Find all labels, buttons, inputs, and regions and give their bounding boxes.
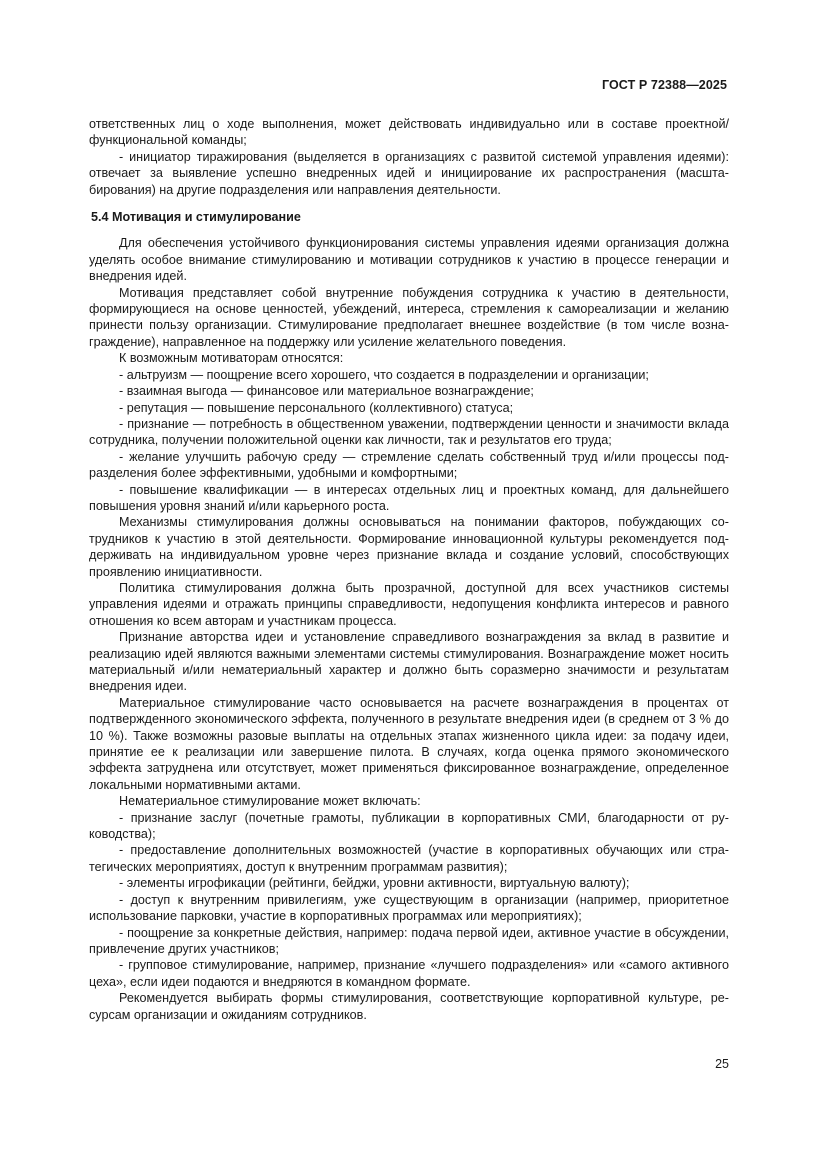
list-item: - репутация — повышение персонального (коллективного) статуса; bbox=[119, 400, 514, 415]
paragraph: Нематериальное стимулирование может включать: bbox=[119, 794, 421, 809]
document-body bbox=[89, 116, 729, 1023]
paragraph: К возможным мотиваторам относятся: bbox=[119, 351, 344, 366]
page-number: 25 bbox=[715, 1057, 729, 1071]
list-item: - желание улучшить рабочую среду — стремление сделать собственный труд и/или процессы подразделения более эффективными, удобными и комфортными; bbox=[89, 449, 729, 481]
paragraph: Для обеспечения устойчивого функционирования системы управления идеями организация должна уделять особое внимание стимулированию и мотивации сотрудников к участию в процессе генерации и внедрения идей. bbox=[89, 236, 729, 284]
paragraph: Материальное стимулирование часто основывается на расчете вознаграждения в процентах от подтвержденного экономического эффекта, полученного в результате внедрения идеи (в среднем от 3 % до 10 %). Также возможны разовые выплаты на отдельных этапах жизненного цикла идеи: за подачу идеи, принятие ее к реализации или завершение пилота. В случаях, когда оценка прямого экономического эффекта затруднена или отсутствует, может применяться фиксированное вознаграждение, определенное локальными нормативными актами. bbox=[89, 695, 729, 792]
paragraph: Признание авторства идеи и установление справедливого вознаграждения за вклад в развитие и реализацию идей являются важными элементами системы стимулирования. Вознаграждение может носить материальный и/или нематериальный характер и должно быть соразмерно значимости и результатам внедрения идеи. bbox=[89, 630, 729, 694]
list-item: - доступ к внутренним привилегиям, уже существующим в организации (например, приоритетное использование парковки, участие в корпоративных программах или мероприятиях); bbox=[89, 892, 729, 924]
list-item: - поощрение за конкретные действия, например: подача первой идеи, активное участие в обсуждении, привлечение других участников; bbox=[89, 925, 729, 956]
list-item: - инициатор тиражирования (выделяется в организациях с развитой системой управления идеями): отвечает за выявление успешно внедренных идей и инициирование их распространения (масштабирования) на другие подразделения или направления деятельности. bbox=[89, 149, 729, 197]
list-item: - признание — потребность в общественном уважении, подтверждении ценности и значимости вклада сотрудника, получении положительной оценки как личности, так и результатов его труда; bbox=[89, 416, 729, 448]
list-item: - групповое стимулирование, например, признание «лучшего подразделения» или «самого активного цеха», если идеи подаются и внедряются в командном формате. bbox=[89, 958, 729, 989]
paragraph: Механизмы стимулирования должны основываться на понимании факторов, побуждающих сотрудников к участию в этой деятельности. Формирование инновационной культуры рекомендуется поддерживать на индивидуальном уровне через признание вклада и создание условий, способствующих проявлению инициативности. bbox=[89, 515, 729, 579]
list-item: - признание заслуг (почетные грамоты, публикации в корпоративных СМИ, благодарности от руководства); bbox=[89, 810, 729, 842]
paragraph: Политика стимулирования должна быть прозрачной, доступной для всех участников системы управления идеями и отражать принципы справедливости, недопущения конфликта интересов и равного отношения ко всем авторам и участникам процесса. bbox=[89, 580, 729, 628]
list-item: - взаимная выгода — финансовое или материальное вознаграждение; bbox=[119, 384, 534, 399]
section-title: 5.4 Мотивация и стимулирование bbox=[91, 210, 301, 225]
document-code-header: ГОСТ Р 72388—2025 bbox=[601, 78, 727, 92]
paragraph: Мотивация представляет собой внутренние побуждения сотрудника к участию в деятельности, формирующиеся на основе ценностей, убеждений, интереса, стремления к самореализации и желанию принести пользу организации. Стимулирование предполагает внешнее воздействие (в том числе вознаграждение), направленное на поддержку или усиление желательного поведения. bbox=[89, 285, 729, 349]
list-item: - элементы игрофикации (рейтинги, бейджи, уровни активности, виртуальную валюту); bbox=[119, 876, 630, 891]
paragraph: Рекомендуется выбирать формы стимулирования, соответствующие корпоративной культуре, ресурсам организации и ожиданиям сотрудников. bbox=[89, 991, 729, 1022]
list-item: - повышение квалификации — в интересах отдельных лиц и проектных команд, для дальнейшего повышения уровня знаний и/или карьерного роста. bbox=[89, 482, 729, 513]
list-item: - альтруизм — поощрение всего хорошего, что создается в подразделении и организации; bbox=[119, 367, 649, 382]
paragraph: ответственных лиц о ходе выполнения, может действовать индивидуально или в составе проектной/функциональной команды; bbox=[89, 117, 729, 148]
list-item: - предоставление дополнительных возможностей (участие в корпоративных обучающих или стратегических мероприятиях, доступ к внутренним программам развития); bbox=[89, 843, 729, 874]
